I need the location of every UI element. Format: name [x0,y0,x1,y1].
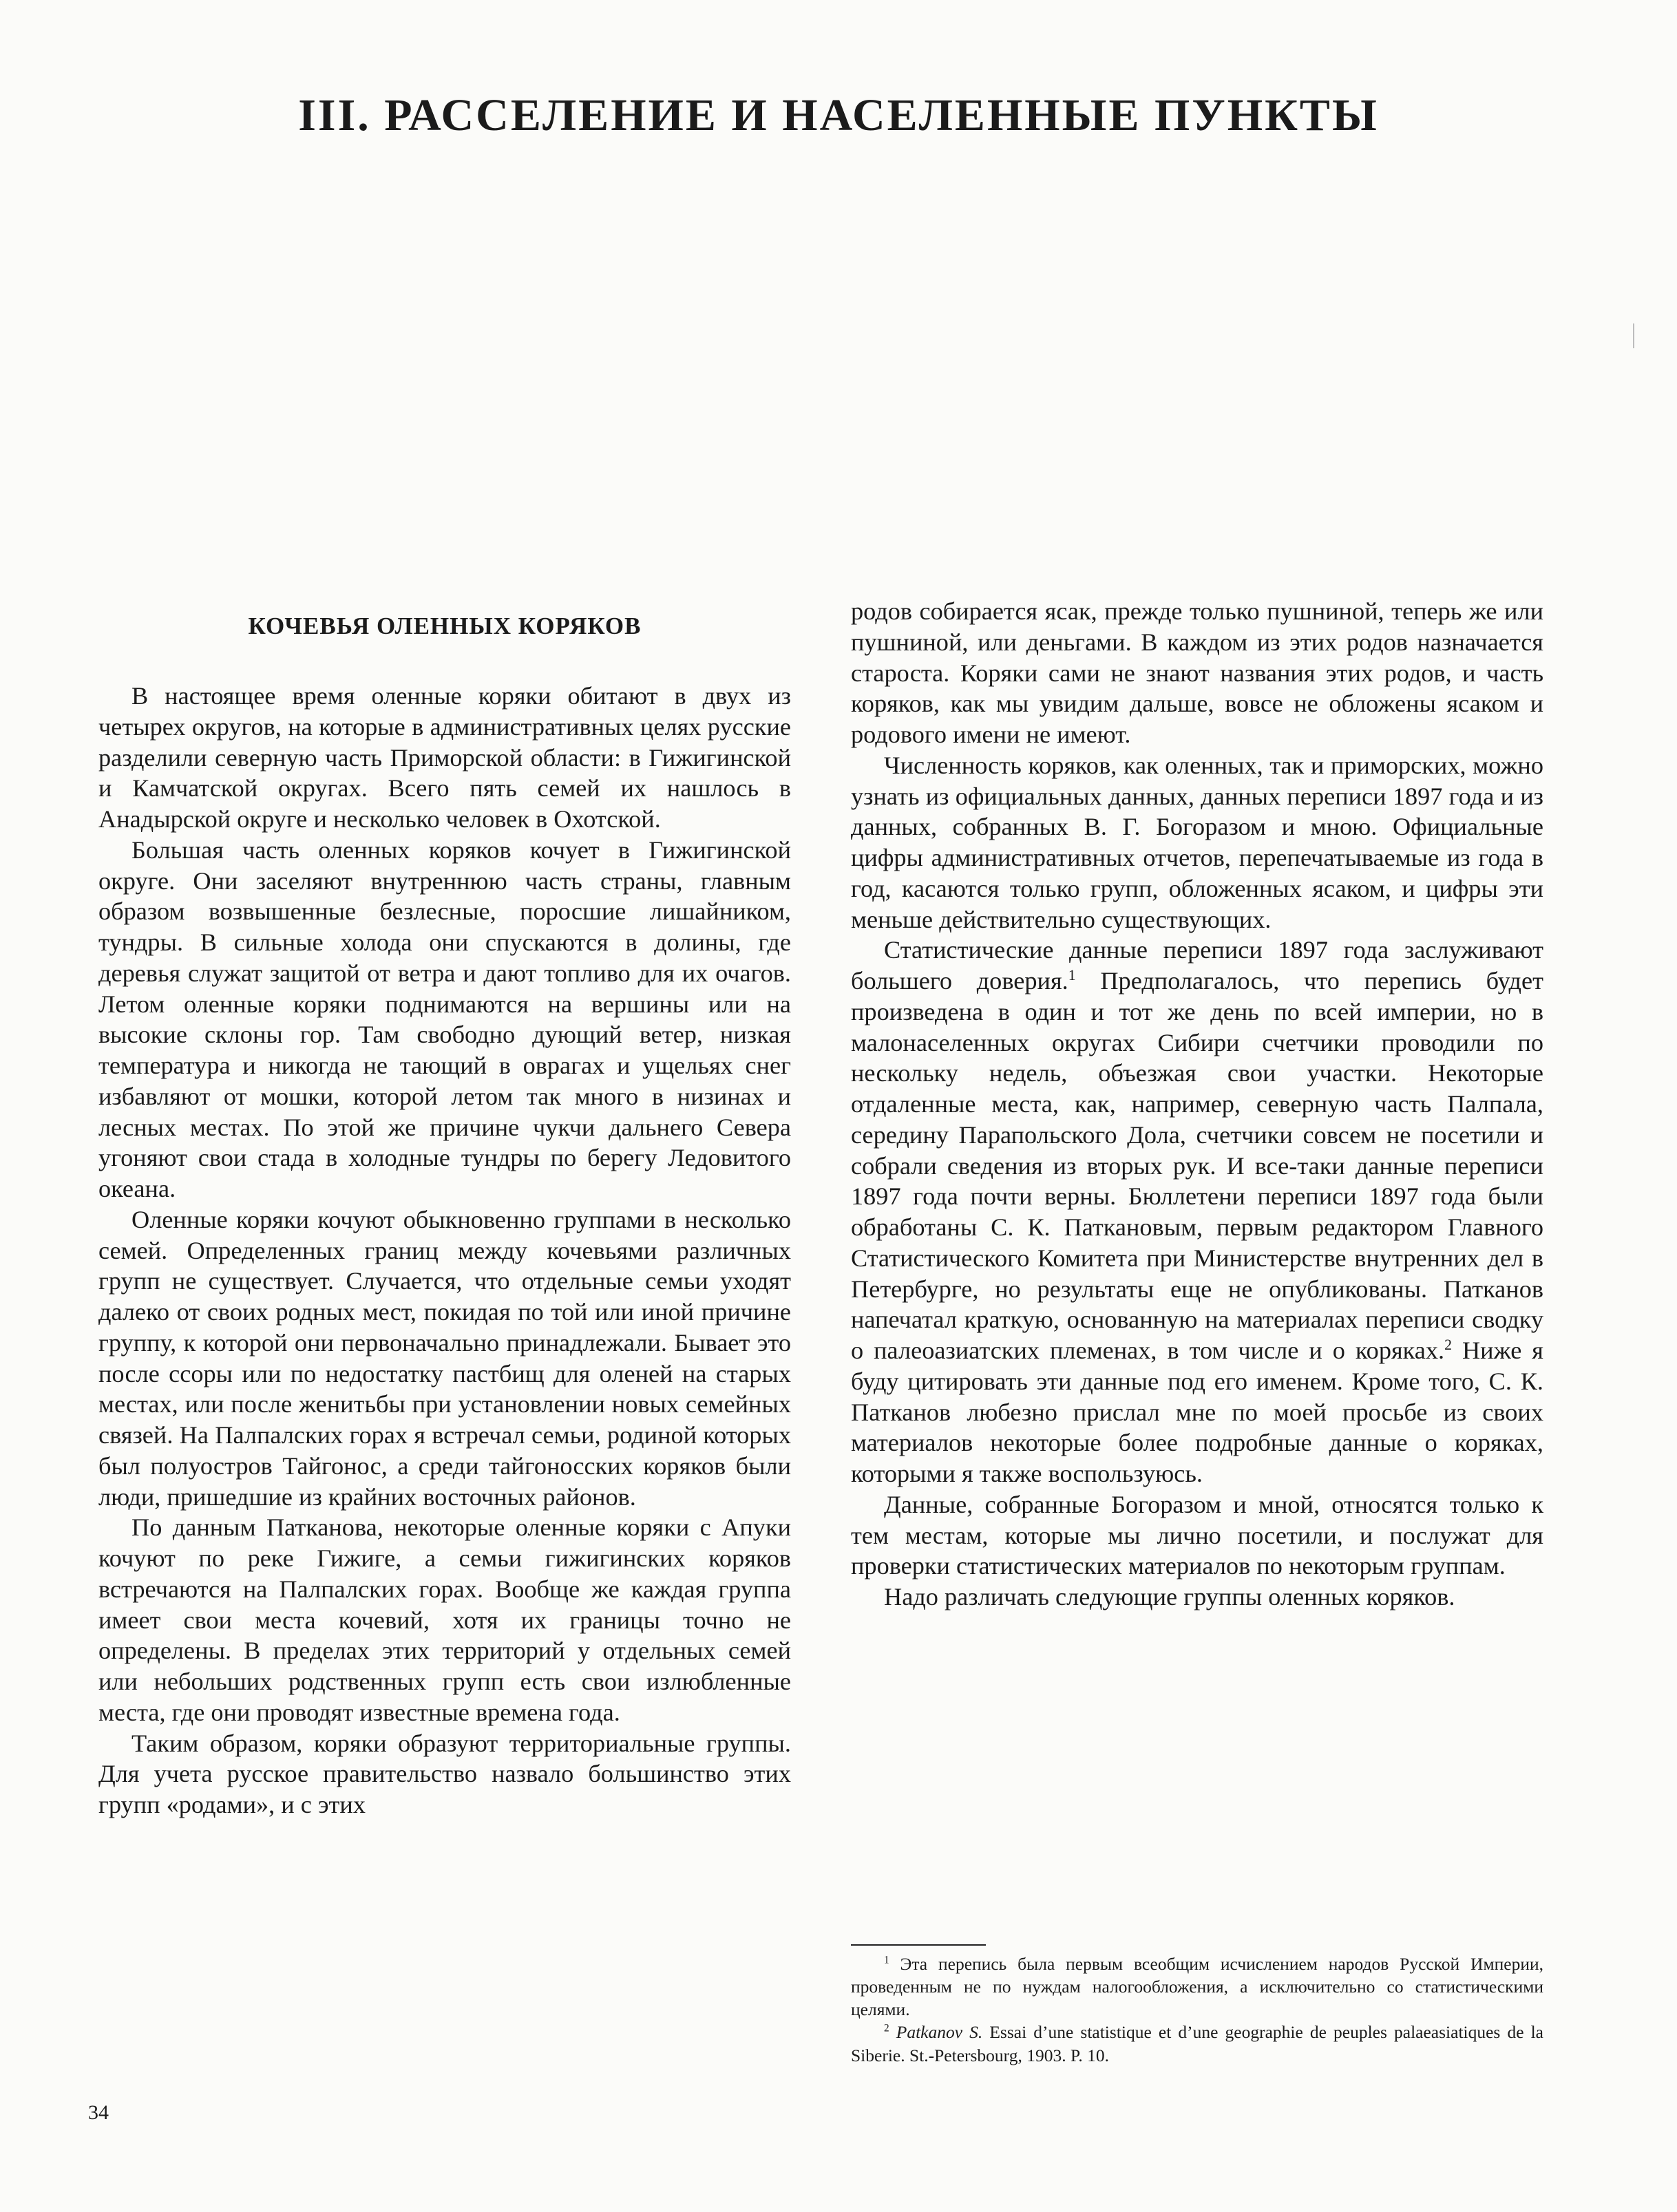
paragraph: Оленные коряки кочуют обыкновенно группами в несколько семей. Определенных границ между кочевьями различных групп не существует. Случается, что отдельные семьи уходят далеко от своих родных мест, покидая по той или иной причине группу, к которой они первоначально принадлежали. Бывает это после ссоры или по недостатку пастбищ для оленей на старых местах, или после женитьбы при установлении новых семейных связей. На Палпалских горах я встречал семьи, родиной которых был полуостров Тайгонос, а среди тайгоносских коряков были люди, пришедшие из крайних восточных районов. [98,1205,791,1511]
footnote-text: Essai d’une statistique et d’une geographie de peuples palaeasiatiques de la Siberie. St.-Petersbourg, 1903. P. 10. [851,2022,1543,2065]
chapter-title: III. РАССЕЛЕНИЕ И НАСЕЛЕННЫЕ ПУНКТЫ [298,90,1379,140]
scan-edge-mark [1633,323,1634,348]
footnote-marker: 1 [884,1954,889,1966]
footnote-divider [851,1944,986,1946]
left-column [98,597,791,1820]
paragraph-with-footnotes [851,935,1543,1489]
right-column [851,596,1543,1613]
paragraph-text: Предполагалось, что перепись будет произведена в один и тот же день по всей империи, но в малонаселенных округах Сибири счетчики проводили по нескольку недель, объезжая свои участки. Некоторые отдаленные места, как, например, северную часть Палпала, середину Парапольского Дола, счетчики совсем не посетили и собрали сведения из вторых рук. И все-таки данные переписи 1897 года почти верны. Бюллетени переписи 1897 года были обработаны С. К. Паткановым, первым редактором Главного Статистического Комитета при Министерстве внутренних дел в Петербурге, но результаты еще не опубликованы. Патканов напечатал краткую, основанную на материалах переписи сводку о палеоазиатских племенах, в том числе и о коряках. [851,967,1543,1364]
footnote-ref-2[interactable]: 2 [1444,1336,1452,1353]
paragraph: Данные, собранные Богоразом и мной, относятся только к тем местам, которые мы лично посетили, и послужат для проверки статистических материалов по некоторым группам. [851,1490,1543,1580]
footnote-marker: 2 [884,2022,889,2034]
page-number: 34 [88,2101,109,2124]
paragraph: Численность коряков, как оленных, так и приморских, можно узнать из официальных данных, данных переписи 1897 года и из данных, собранных В. Г. Богоразом и мною. Официальные цифры административных отчетов, перепечатываемые из года в год, касаются только групп, обложенных ясаком, и цифры эти меньше действительно существующих. [851,751,1543,933]
paragraph: По данным Патканова, некоторые оленные коряки с Апуки кочуют по реке Гижиге, а семьи гижигинских коряков встречаются на Палпалских горах. Вообще же каждая группа имеет свои места кочевий, хотя их границы точно не определены. В пределах этих территорий у отдельных семей или небольших родственных групп есть свои излюбленные места, где они проводят известные времена года. [98,1513,791,1726]
footnote-author: Patkanov S. [896,2022,983,2043]
paragraph: В настоящее время оленные коряки обитают в двух из четырех округов, на которые в административных целях русские разделили северную часть Приморской области: в Гижигинской и Камчатской округах. Всего пять семей их нашлось в Анадырской округе и несколько человек в Охотской. [98,682,791,833]
footnote-text: Эта перепись была первым всеобщим исчислением народов Русской Империи, проведенным не по нуждам налогообложения, а исключительно со статистическими целями. [851,1954,1543,2020]
section-title: КОЧЕВЬЯ ОЛЕННЫХ КОРЯКОВ [248,613,642,639]
paragraph-text: Статистические данные переписи 1897 года заслуживают большего доверия. [851,936,1543,995]
footnote-2 [851,2021,1543,2066]
paragraph: Большая часть оленных коряков кочует в Гижигинской округе. Они заселяют внутреннюю часть страны, главным образом возвышенные безлесные, поросшие лишайником, тундры. В сильные холода они спускаются в долины, где деревья служат защитой от ветра и дают топливо для их очагов. Летом оленные коряки поднимаются на вершины или на высокие склоны гор. Там свободно дующий ветер, низкая температура и никогда не тающий в оврагах и ущельях снег избавляют от мошки, которой летом так много в низинах и лесных местах. По этой же причине чукчи дальнего Севера угоняют свои стада в холодные тундры по берегу Ледовитого океана. [98,836,791,1203]
footnote-1 [851,1953,1543,2021]
paragraph-text: Ниже я буду цитировать эти данные под его именем. Кроме того, С. К. Патканов любезно прислал мне по моей просьбе из своих материалов некоторые более подробные данные о коряках, которыми я также воспользуюсь. [851,1337,1543,1487]
footnotes [851,1944,1543,2067]
paragraph: Надо различать следующие группы оленных коряков. [884,1583,1455,1610]
footnote-ref-1[interactable]: 1 [1068,966,1076,983]
paragraph-continuation: родов собирается ясак, прежде только пушниной, теперь же или пушниной, или деньгами. В каждом из этих родов назначается староста. Коряки сами не знают названия этих родов, и часть коряков, как мы увидим дальше, вовсе не обложены ясаком и родового имени не имеют. [851,597,1543,748]
paragraph: Таким образом, коряки образуют территориальные группы. Для учета русское правительство назвало большинство этих групп «родами», и с этих [98,1729,791,1819]
